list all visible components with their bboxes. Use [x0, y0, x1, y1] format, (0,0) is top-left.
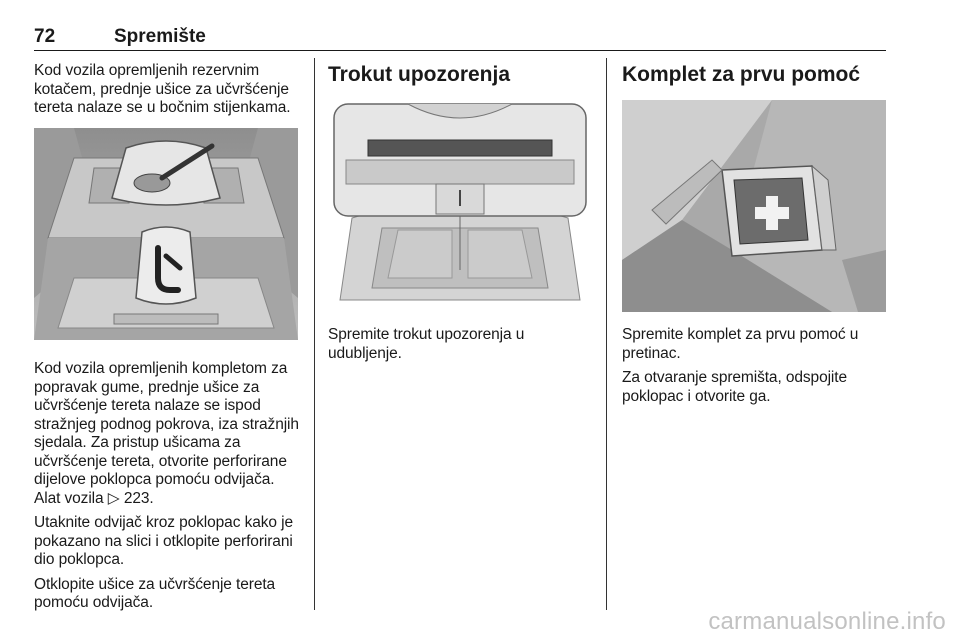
col3-heading: Komplet za prvu pomoć	[622, 63, 861, 86]
column-2-lower	[328, 326, 594, 369]
column-divider-1	[314, 58, 315, 610]
col3-paragraph-2: Za otvaranje spremišta, odspojite poklopac i otvorite ga.	[622, 369, 848, 405]
col2-paragraph-1: Spremite trokut upozorenja u udubljenje.	[328, 326, 525, 362]
col3-paragraph-1: Spremite komplet za prvu pomoć u pretinac.	[622, 326, 859, 362]
col1-paragraph-1: Kod vozila opremljenih rezervnim kotačem, prednje ušice za učvršćenje tereta nalaze se u bočnim stijenkama.	[34, 62, 291, 116]
column-2	[328, 62, 594, 88]
figure-cargo-hooks	[34, 128, 298, 340]
col2-heading: Trokut upozorenja	[328, 63, 511, 86]
section-title: Spremište	[114, 26, 206, 47]
column-3-lower	[622, 326, 888, 412]
column-1-lower	[34, 360, 302, 619]
column-divider-2	[606, 58, 607, 610]
figure-first-aid-kit	[622, 100, 886, 312]
column-1	[34, 62, 302, 124]
col1-paragraph-3: Utaknite odvijač kroz poklopac kako je pokazano na slici i otklopite perforirani dio poklopca.	[34, 514, 293, 568]
watermark: carmanualsonline.info	[708, 608, 946, 635]
col1-paragraph-4: Otklopite ušice za učvršćenje tereta pomoću odvijača.	[34, 575, 276, 611]
figure-warning-triangle	[328, 100, 592, 312]
col1-paragraph-2: Kod vozila opremljenih kompletom za popravak gume, prednje ušice za učvršćenje tereta nalaze se ispod stražnjeg podnog pokrova, iza stražnjih sjedala. Za pristup ušicama za učvršćenje tereta, otvorite perforirane dijelove poklopca pomoću odvijača. Alat vozila ▷ 223.	[34, 360, 299, 507]
arrow-reference-icon: ▷	[107, 489, 120, 507]
page-number: 72	[34, 26, 56, 47]
page-header	[34, 26, 886, 51]
column-3	[622, 62, 888, 88]
